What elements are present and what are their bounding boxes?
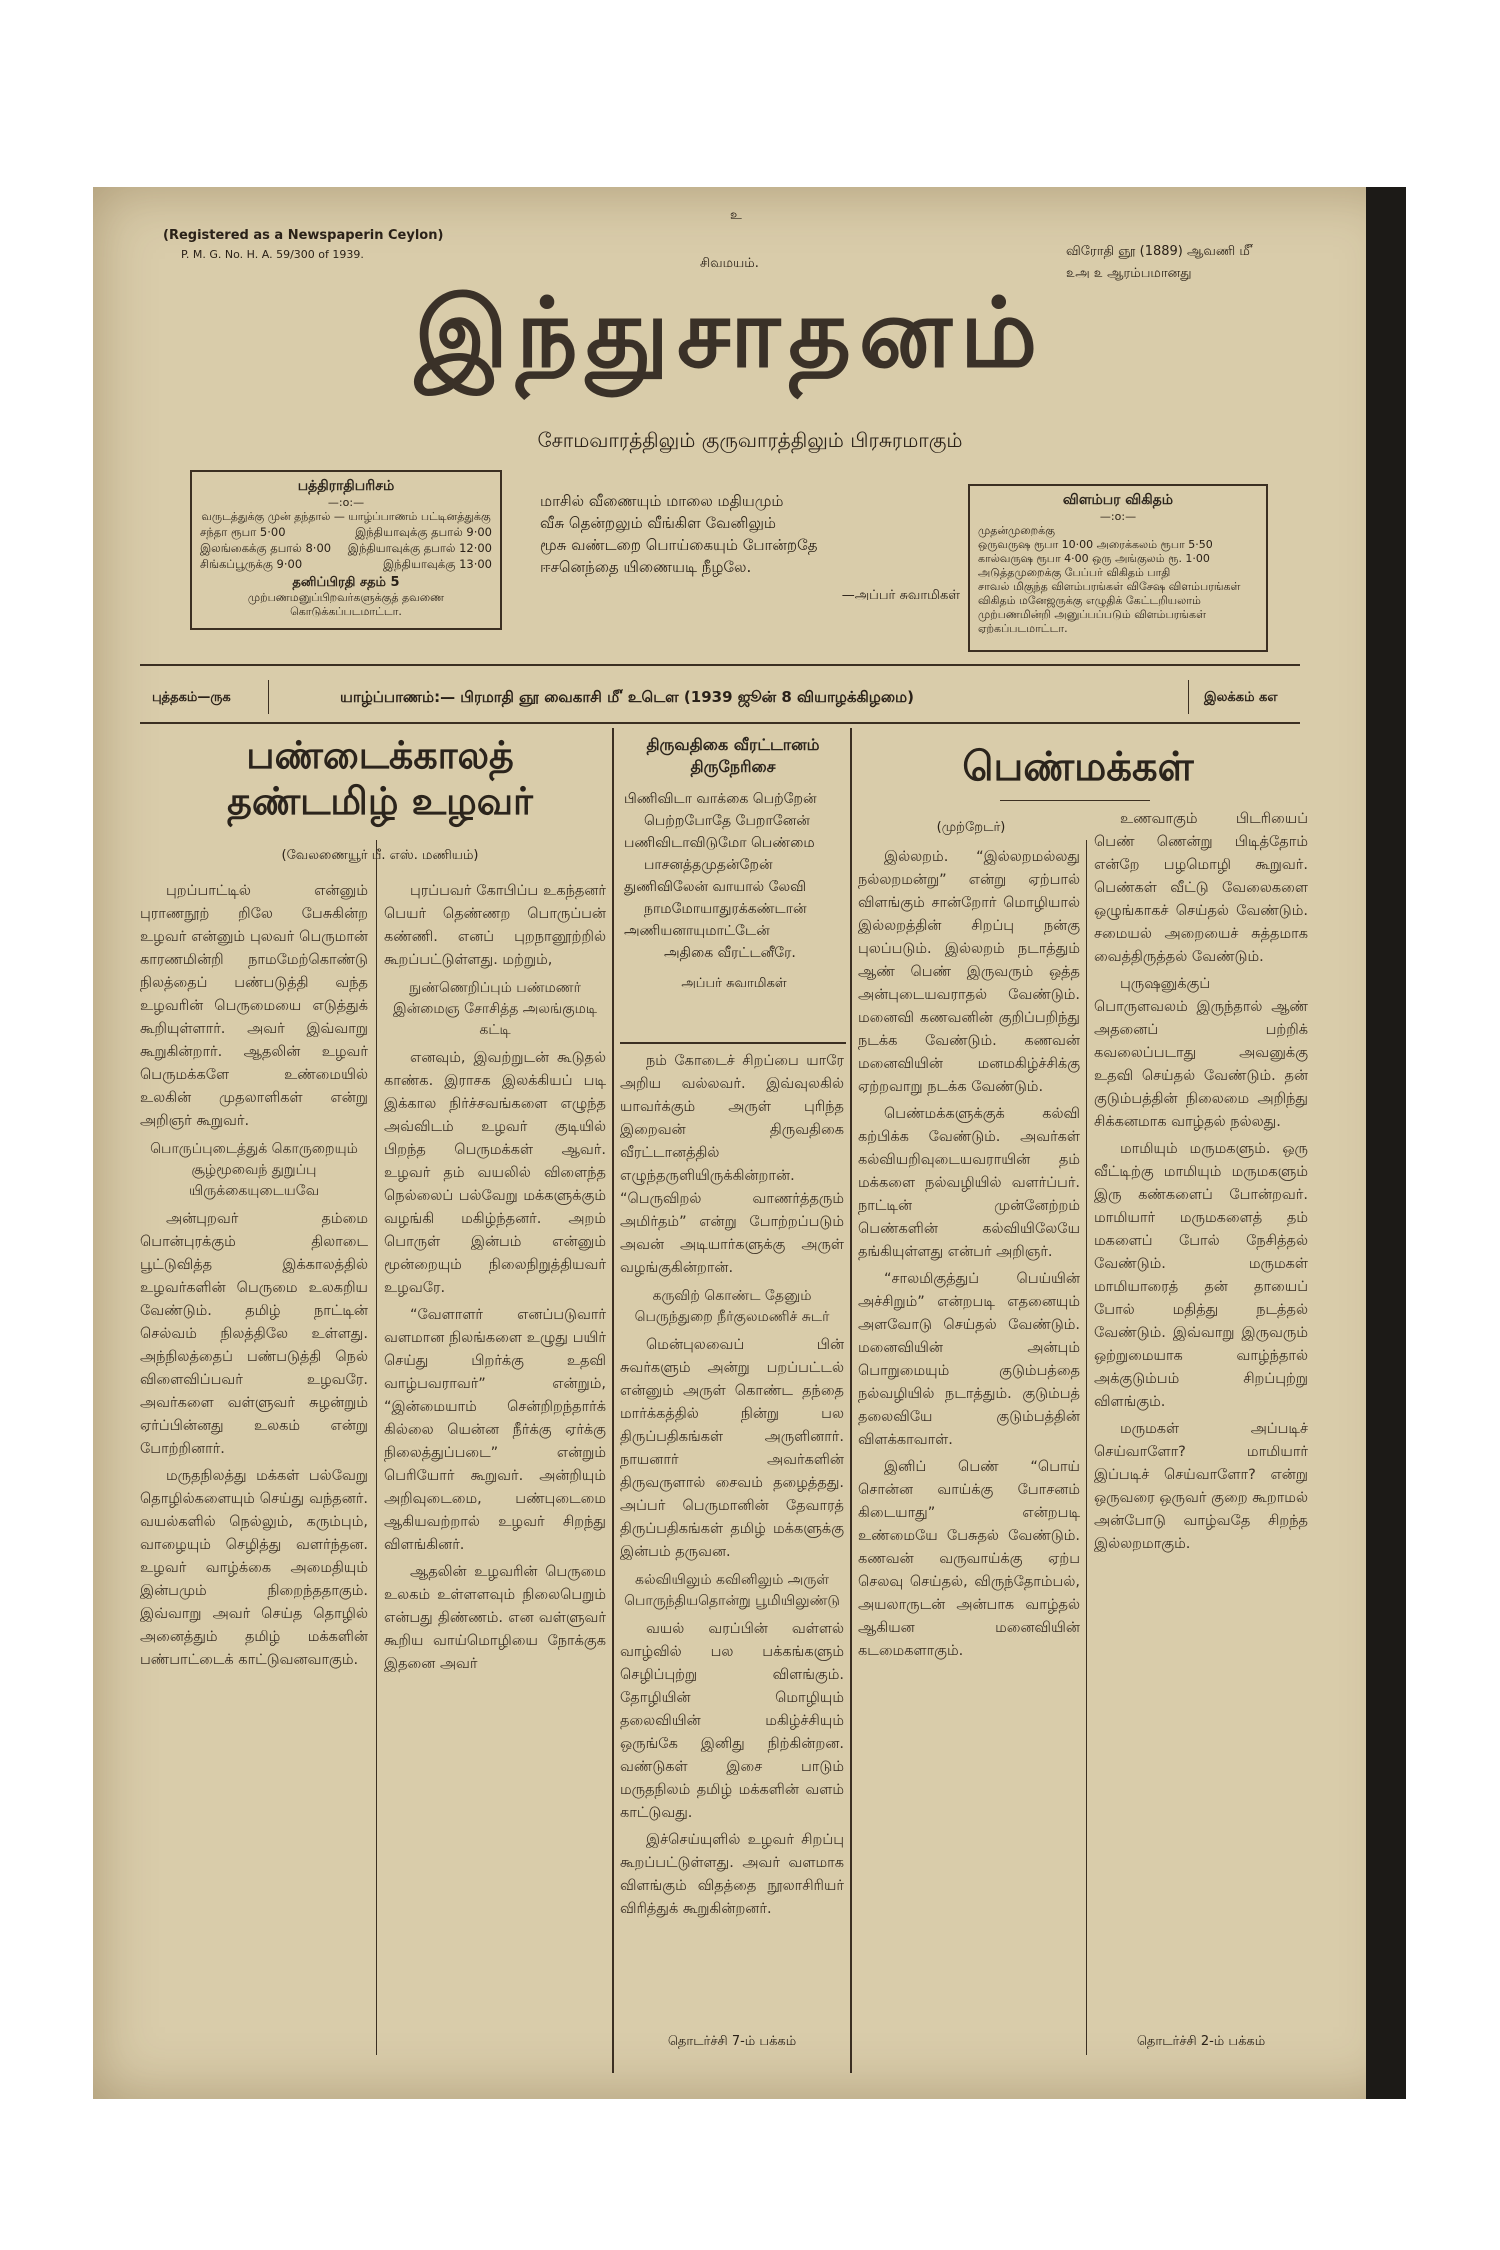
single-copy-price: தனிப்பிரதி சதம் 5 <box>292 575 400 590</box>
verse-line: பெற்றபோதே பேறானேன் <box>644 813 810 829</box>
continued-note: தொடர்ச்சி 7-ம் பக்கம் <box>667 2034 797 2049</box>
verse-line: மாசில் வீணையும் மாலை மதியமும் <box>540 492 784 510</box>
article-3-column-1 <box>858 846 1080 2030</box>
paragraph: பெண்மக்களுக்குக் கல்வி கற்பிக்க வேண்டும். அவர்கள் கல்வியறிவுடையவராயின் தம் மக்களை நல்வழியில் வளர்ப்பர். நாட்டின் முன்னேற்றம் பெண்களின் கல்வியிலேயே தங்கியுள்ளது என்பர் அறிஞர். <box>858 1106 1080 1260</box>
verse-attribution: —அப்பர் சுவாமிகள் <box>841 588 960 603</box>
subscription-note: முற்பணமனுப்பிறவர்களுக்குத் தவணை கொடுக்கப்படமாட்டா. <box>247 591 445 618</box>
continued-note: தொடர்ச்சி 2-ம் பக்கம் <box>1136 2034 1266 2049</box>
verse-quote: கருவிற் கொண்ட தேனும் பெருந்துறை நீர்குலமணிச் சுடர் <box>634 1288 830 1325</box>
article-1-column-2 <box>384 880 606 2030</box>
advert-heading: விளம்பர விகிதம் <box>1062 492 1174 508</box>
column-rule <box>612 728 614 2073</box>
era-line-2: ௨அ ௨ ஆரம்பமானது <box>1066 266 1192 281</box>
rate-cell: இந்தியாவுக்கு தபால் 9·00 <box>355 525 492 539</box>
subscription-heading: பத்திராதிபரிசம் <box>297 478 395 494</box>
paragraph: ஆதலின் உழவரின் பெருமை உலகம் உள்ளளவும் நிலைபெறும் என்பது திண்ணம். என வள்ளுவர் கூறிய வாய்மொழியை நோக்குக இதனை அவர் <box>384 1564 606 1672</box>
paragraph: புரப்பவர் கோபிப்ப உகந்தனர் பெயர் தெண்ணற பொருப்பன் கண்ணி. எனப் புறநானூற்றில் கூறப்பட்டுள்ளது. மற்றும், <box>384 883 606 968</box>
rule <box>140 722 1300 724</box>
verse-quote: கல்வியிலும் கவினிலும் அருள் பொருந்தியதொன்று பூமியிலுண்டு <box>624 1572 840 1609</box>
article-2-body <box>620 1050 844 2030</box>
rule <box>1188 680 1189 714</box>
article-1-title-line-2: தண்டமிழ் உழவர் <box>227 779 533 823</box>
verse-attribution: அப்பர் சுவாமிகள் <box>681 976 787 991</box>
article-1-byline: (வேலணையூர் பீ. எஸ். மணியம்) <box>281 848 479 863</box>
article-2-title-line-2: திருநேரிசை <box>690 757 776 776</box>
advert-line: கால்வருஷ ரூபா 4·00 ஒரு அங்குலம் ரூ. 1·00 <box>978 552 1210 565</box>
verse-line: பாசனத்தமுதன்றேன் <box>644 857 773 873</box>
paragraph: புருஷனுக்குப் பொருளவலம் இருந்தால் ஆண் அதனைப் பற்றிக் கவலைப்படாது அவனுக்கு உதவி செய்தல் வேண்டும். தன் குடும்பத்தின் நிலைமை அறிந்து சிக்கனமாக வாழ்தல் நல்லது. <box>1094 976 1308 1130</box>
paragraph: இனிப் பெண் “பொய் சொன்ன வாய்க்கு போசனம் கிடையாது” என்றபடி உண்மையே பேசுதல் வேண்டும். கணவன் வருவாய்க்கு ஏற்ப செலவு செய்தல், விருந்தோம்பல், அயலாருடன் அன்பாக வாழ்தல் ஆகியன மனைவியின் கடமைகளாகும். <box>858 1459 1080 1659</box>
newspaper-subtitle: சோமவாரத்திலும் குருவாரத்திலும் பிரசுரமாகும் <box>537 428 963 452</box>
verse-line: அதிகை வீரட்டனீரே. <box>664 945 796 961</box>
verse-line: வீசு தென்றலும் வீங்கிள வேனிலும் <box>540 514 776 532</box>
rule <box>140 664 1300 666</box>
era-line-1: விரோதி ஞூ (1889) ஆவணி ௴ <box>1066 244 1253 259</box>
paragraph: மென்புலவைப் பின் சுவர்களும் அன்று பறப்பட்டல் என்னும் அருள் கொண்ட தந்தை மார்க்கத்தில் நின்று பல திருப்பதிகங்கள் அருளினார். நாயனார் அவர்களின் திருவருளால் சைவம் தழைத்தது. அப்பர் பெருமானின் தேவாரத் திருப்பதிகங்கள் தமிழ் மக்களுக்கு இன்பம் தருவன. <box>620 1337 844 1560</box>
advert-line: அடுத்தமுறைக்கு பேப்பர் விகிதம் பாதி <box>978 566 1171 579</box>
verse-quote: பொருப்புடைத்துக் கொருறையும் சூழ்மூவைந் துறுப்பு யிருக்கையுடையவே <box>150 1141 358 1199</box>
article-3-column-2 <box>1094 808 1308 2030</box>
ornament: —:o:— <box>327 496 365 509</box>
column-rule <box>850 728 852 2073</box>
verse-line: பிணிவிடா வாக்கை பெற்றேன் <box>624 791 817 807</box>
rate-cell: சிங்கப்பூருக்கு 9·00 <box>200 557 303 571</box>
article-1-title-line-1: பண்டைக்காலத் <box>246 733 514 777</box>
rate-row <box>200 540 492 556</box>
paragraph: உணவாகும் பிடரியைப் பெண் ணென்று பிடித்தோம் என்றே பழமொழி கூறுவர். பெண்கள் வீட்டு வேலைகளை ஒழுங்காகச் செய்தல் வேண்டும். சமையல் அறையைச் சுத்தமாக வைத்திருத்தல் வேண்டும். <box>1094 811 1308 965</box>
article-3-title: பெண்மக்கள் <box>962 744 1194 790</box>
scan-border <box>1366 187 1406 2099</box>
rate-row <box>200 524 492 540</box>
invocation-u: உ <box>730 208 742 223</box>
paragraph: மாமியும் மருமகளும். ஒரு வீட்டிற்கு மாமியும் மருமகளும் இரு கண்களைப் போன்றவர். மாமியார் மருமகளைத் தம் மகளைப் போல் நேசித்தல் வேண்டும். மருமகள் மாமியாரைத் தன் தாயைப் போல் மதித்து நடத்தல் வேண்டும். இவ்வாறு இருவரும் ஒற்றுமையாக வாழ்ந்தால் அக்குடும்பம் சிறப்புற்று விளங்கும். <box>1094 1141 1308 1410</box>
advert-line: ஒருவருஷ ரூபா 10·00 அரைக்கலம் ரூபா 5·50 <box>978 538 1213 551</box>
volume-number: புத்தகம்—ருக <box>152 690 231 705</box>
paragraph: மருதநிலத்து மக்கள் பல்வேறு தொழில்களையும் செய்து வந்தனர். வயல்களில் நெல்லும், கரும்பும், வாழையும் செழித்து வளர்ந்தன. உழவர் வாழ்க்கை அமைதியும் இன்பமும் நிறைந்ததாகும். இவ்வாறு அவர் செய்த தொழில் அனைத்தும் தமிழ் மக்களின் பண்பாட்டைக் காட்டுவனவாகும். <box>140 1468 368 1668</box>
paragraph: அன்புறவர் தம்மை பொன்புரக்கும் திலாடை பூட்டுவித்த இக்காலத்தில் உழவர்களின் பெருமை உலகறிய வேண்டும். தமிழ் நாட்டின் செல்வம் நிலத்திலே உள்ளது. அந்நிலத்தைப் பண்படுத்தி நெல் விளைவிப்பவர் உழவரே. அவர்களை வள்ளுவர் சுழன்றும் ஏர்ப்பின்னது உலகம் என்று போற்றினார். <box>140 1211 368 1457</box>
paragraph: மருமகள் அப்படிச் செய்வாளோ? மாமியார் இப்படிச் செய்வாளோ? என்று ஒருவரை ஒருவர் குறை கூறாமல் அன்போடு வாழ்வதே சிறந்த இல்லறமாகும். <box>1094 1421 1308 1552</box>
column-rule <box>1086 840 1087 2055</box>
dateline: யாழ்ப்பாணம்:— பிரமாதி ஞூ வைகாசி ௴ உடௌ (1939 ஜூன் 8 வியாழக்கிழமை) <box>340 688 914 706</box>
masthead-verse <box>540 490 960 604</box>
rule <box>620 1042 846 1044</box>
paragraph: இல்லறம். “இல்லறமல்லது நல்லறமன்று” என்று ஏற்பால் விளங்கும் சான்றோர் மொழியால் இல்லறத்தின் சிறப்பு நன்கு புலப்படும். இல்லறம் நடாத்தும் ஆண் பெண் இருவரும் ஒத்த அன்புடையவராதல் வேண்டும். மனைவி கணவனின் குறிப்பறிந்து நடக்க வேண்டும். கணவன் மனைவியின் மனமகிழ்ச்சிக்கு ஏற்றவாறு நடக்க வேண்டும். <box>858 849 1080 1095</box>
article-3-byline: (முற்றேடர்) <box>936 820 1006 835</box>
rate-cell: இந்தியாவுக்கு 13·00 <box>383 557 492 571</box>
rate-row <box>200 556 492 572</box>
newspaper-title: இந்துசாதனம் <box>414 277 1046 389</box>
paragraph: நம் கோடைச் சிறப்பை யாரே அறிய வல்லவர். இவ்வுலகில் யாவர்க்கும் அருள் புரிந்த இறைவன் திருவதிகை வீரட்டானத்தில் எழுந்தருளியிருக்கின்றான். “பெருவிறல் வாணர்த்தரும் அமிர்தம்” என்று போற்றப்படும் அவன் அடியார்களுக்கு அருள் வழங்குகின்றான். <box>620 1053 844 1276</box>
advert-line: முதன்முறைக்கு <box>978 524 1055 537</box>
article-1-column-1 <box>140 880 368 2030</box>
rate-cell: இலங்கைக்கு தபால் 8·00 <box>200 541 332 555</box>
rule <box>268 680 269 714</box>
rate-cell: சந்தா ரூபா 5·00 <box>200 525 286 539</box>
invocation-text: சிவமயம். <box>700 256 759 271</box>
verse-line: அணியனாயுமாட்டேன் <box>624 923 770 939</box>
column-rule <box>376 840 377 2055</box>
subscription-box <box>190 470 502 630</box>
paragraph: “சாலமிகுத்துப் பெய்யின் அச்சிறும்” என்றபடி எதனையும் அளவோடு செய்தல் வேண்டும். மனைவியின் அன்பும் பொறுமையும் குடும்பத்தை நல்வழியில் நடாத்தும். குடும்பத் தலைவியே குடும்பத்தின் விளக்காவாள். <box>858 1271 1080 1448</box>
paragraph: இச்செய்யுளில் உழவர் சிறப்பு கூறப்பட்டுள்ளது. அவர் வளமாக விளங்கும் விதத்தை நூலாசிரியர் விரித்துக் கூறுகின்றனர். <box>620 1832 844 1917</box>
rate-cell: இந்தியாவுக்கு தபால் 12·00 <box>347 541 492 555</box>
paragraph: “வேளாளர் எனப்படுவார் வளமான நிலங்களை உழுது பயிர் செய்து பிறர்க்கு உதவி வாழ்பவராவர்” என்றும், “இன்மையாம் சென்றிறந்தார்க் கில்லை யென்ன நீர்க்கு ஏர்க்கு நிலைத்துப்படை” என்றும் பெரியோர் கூறுவர். அன்றியும் அறிவுடைமை, பண்புடைமை ஆகியவற்றால் உழவர் சிறந்து விளங்கினர். <box>384 1307 606 1553</box>
verse-line: பணிவிடாவிடுமோ பெண்மை <box>624 835 815 851</box>
subscription-intro: வருடத்துக்கு முன் தந்தால் — யாழ்ப்பாணம் பட்டினத்துக்கு <box>201 510 491 523</box>
article-2-title-line-1: திருவதிகை வீரட்டானம் <box>646 735 820 754</box>
article-2-verse <box>624 788 844 992</box>
paragraph: வயல் வரப்பின் வள்ளல் வாழ்வில் பல பக்கங்களும் செழிப்புற்று விளங்கும். தோழியின் மொழியும் தலைவியின் மகிழ்ச்சியும் ஒருங்கே இனிது நிற்கின்றன. வண்டுகள் இசை பாடும் மருதநிலம் தமிழ் மக்களின் வளம் காட்டுவது. <box>620 1621 844 1821</box>
rule <box>1000 800 1150 801</box>
verse-line: மூசு வண்டறை பொய்கையும் போன்றதே <box>540 536 818 554</box>
verse-quote: நுண்ணெறிப்பும் பண்மணர் இன்மைஞ சோசித்த அலங்குமடி கட்டி <box>392 980 598 1038</box>
paragraph: புறப்பாட்டில் என்னும் புராணநூற் றிலே பேசுகின்ற உழவர் என்னும் புலவர் பெருமான் காரணமின்றி நாமமேற்கொண்டு நிலத்தைப் பண்படுத்தி வந்த உழவரின் பெருமையை எடுத்துக் கூறியுள்ளார். அவர் இவ்வாறு கூறுகின்றார். ஆதலின் உழவர் பெருமக்களே உண்மையில் உலகின் முதலாளிகள் என்று அறிஞர் கூறுவர். <box>140 883 368 1129</box>
verse-line: துணிவிலேன் வாயால் லேவி <box>624 879 807 895</box>
advert-line: விகிதம் மனேஜருக்கு எழுதிக் கேட்டறியலாம் <box>978 594 1201 607</box>
registration-note: (Registered as a Newspaperin Ceylon) <box>163 228 444 243</box>
verse-line: ஈசனெந்தை யிணையடி நீழலே. <box>540 558 752 576</box>
paragraph: எனவும், இவற்றுடன் கூடுதல் காண்க. இராசக இலக்கியப் படி இக்கால நிர்ச்சவங்களை எழுந்த அவ்விடம் உழவர் குடியில் பிறந்த பெருமக்கள் ஆவர். உழவர் தம் வயலில் விளைந்த நெல்லைப் பல்வேறு மக்களுக்கும் வழங்கி மகிழ்ந்தனர். அறம் பொருள் இன்பம் என்னும் மூன்றையும் நிலைநிறுத்தியவர் உழவரே. <box>384 1050 606 1296</box>
advert-rates-box <box>968 484 1268 652</box>
issue-number: இலக்கம் கஎ <box>1204 690 1278 705</box>
verse-line: நாமமோயாதுரக்கண்டான் <box>644 901 807 917</box>
advert-line: முற்பணமின்றி அனுப்பப்படும் விளம்பரங்கள் ஏற்கப்படமாட்டா. <box>978 608 1206 635</box>
advert-line: சாவல் மிகுந்த விளம்பரங்கள் விசேஷ விளம்பரங்கள் <box>978 580 1241 593</box>
pmg-number: P. M. G. No. H. A. 59/300 of 1939. <box>181 248 364 261</box>
ornament: —:o:— <box>1099 510 1137 523</box>
